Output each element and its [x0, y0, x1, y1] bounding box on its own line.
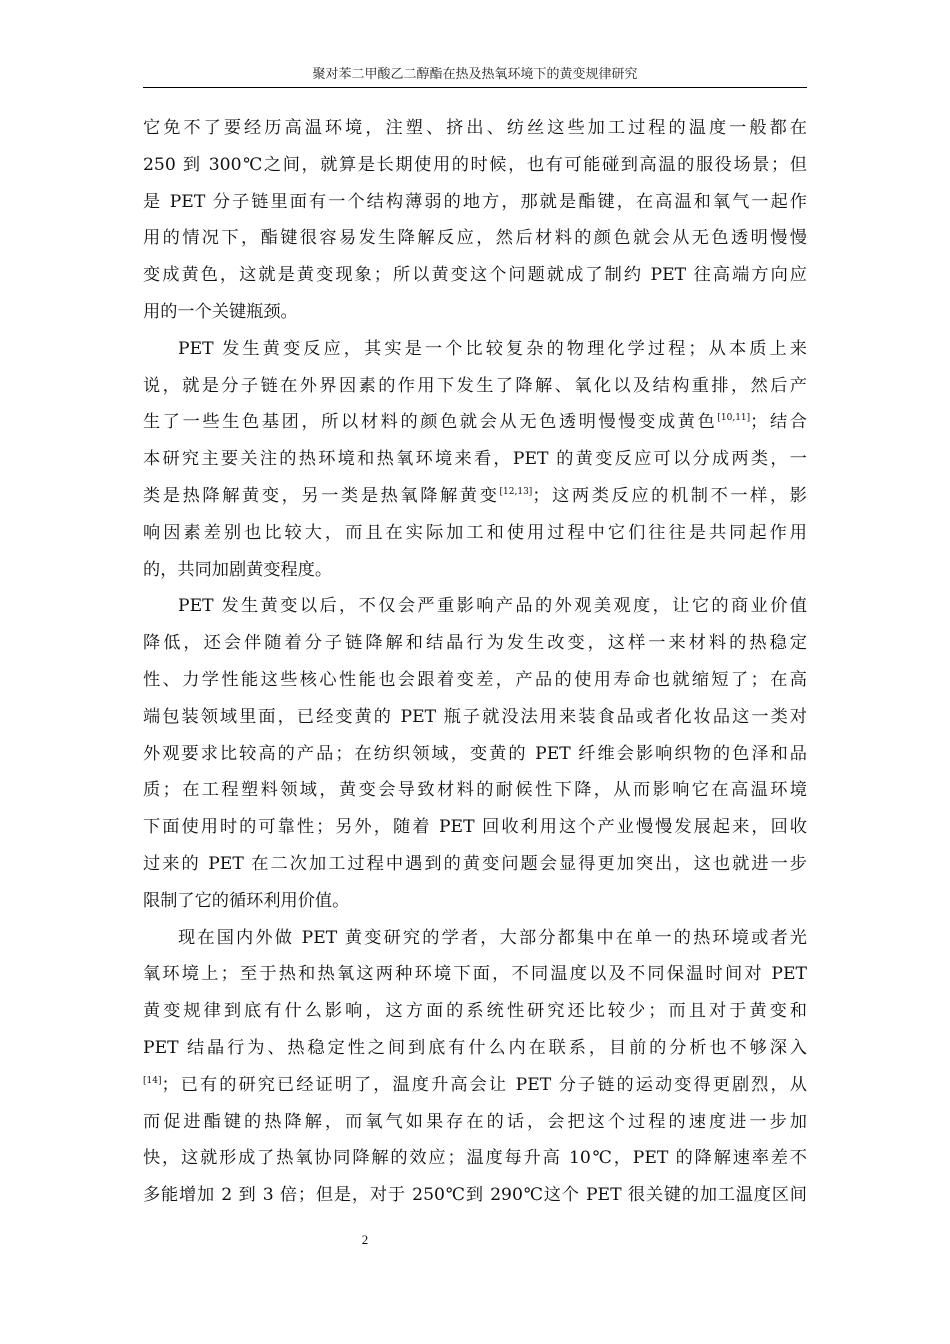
body-text [143, 110, 807, 1214]
text-line: 多能增加 2 到 3 倍；但是，对于 250℃到 290℃这个 PET 很关键的加工温度区间 [143, 1185, 807, 1206]
text-line-with-citation [143, 478, 807, 515]
text-line: 响因素差别也比较大，而且在实际加工和使用过程中它们往往是共同起作用 [143, 522, 807, 543]
text-line: 下面使用时的可靠性；另外，随着 PET 回收利用这个产业慢慢发展起来，回收 [143, 817, 807, 838]
text-line: 说，就是分子链在外界因素的作用下发生了降解、氧化以及结构重排，然后产 [143, 375, 807, 396]
text-line: 用的一个关键瓶颈。 [143, 301, 298, 322]
text-line-with-citation [143, 1067, 807, 1104]
page-number: 2 [361, 1232, 369, 1247]
line-text: ；结合 [750, 412, 807, 433]
text-line: 降低，还会伴随着分子链降解和结晶行为发生改变，这样一来材料的热稳定 [143, 633, 807, 654]
line-text: ；这两类反应的机制不一样，影 [532, 485, 807, 506]
running-header: 聚对苯二甲酸乙二醇酯在热及热氧环境下的黄变规律研究 [312, 67, 638, 82]
line-text: 生了一些生色基团，所以材料的颜色就会从无色透明慢慢变成黄色 [143, 412, 718, 433]
citation-ref: [10,11] [717, 413, 751, 424]
text-line: 用的情况下，酯键很容易发生降解反应，然后材料的颜色就会从无色透明慢慢 [143, 228, 807, 249]
text-line: 的，共同加剧黄变程度。 [143, 559, 333, 580]
line-text: ；已有的研究已经证明了，温度升高会让 PET 分子链的运动变得更剧烈，从 [161, 1074, 807, 1095]
text-line: 性、力学性能这些核心性能也会跟着变差，产品的使用寿命也就缩短了；在高 [143, 669, 807, 690]
text-line: 而促进酯键的热降解，而氧气如果存在的话，会把这个过程的速度进一步加 [143, 1111, 807, 1132]
text-line: PET 发生黄变以后，不仅会严重影响产品的外观美观度，让它的商业价值 [178, 596, 807, 617]
text-line: 端包装领域里面，已经变黄的 PET 瓶子就没法用来装食品或者化妆品这一类对 [143, 706, 807, 727]
text-line: PET 结晶行为、热稳定性之间到底有什么内在联系，目前的分析也不够深入 [143, 1037, 807, 1058]
text-line: 是 PET 分子链里面有一个结构薄弱的地方，那就是酯键，在高温和氧气一起作 [143, 191, 807, 212]
text-line: 外观要求比较高的产品；在纺织领域，变黄的 PET 纤维会影响织物的色泽和品 [143, 743, 807, 764]
text-line-with-citation [143, 404, 807, 441]
text-line: 现在国内外做 PET 黄变研究的学者，大部分都集中在单一的热环境或者光 [178, 927, 807, 948]
text-line: 250 到 300℃之间，就算是长期使用的时候，也有可能碰到高温的服役场景；但 [143, 154, 807, 175]
line-text: 类是热降解黄变，另一类是热氧降解黄变 [143, 485, 500, 506]
header-rule [143, 87, 807, 88]
text-line: 它免不了要经历高温环境，注塑、挤出、纺丝这些加工过程的温度一般都在 [143, 118, 807, 138]
text-line: 过来的 PET 在二次加工过程中遇到的黄变问题会显得更加突出，这也就进一步 [143, 853, 807, 874]
text-line: 变成黄色，这就是黄变现象；所以黄变这个问题就成了制约 PET 往高端方向应 [143, 265, 807, 286]
citation-ref: [12,13] [499, 486, 533, 497]
text-line: 本研究主要关注的热环境和热氧环境来看，PET 的黄变反应可以分成两类，一 [143, 449, 807, 470]
citation-ref: [14] [143, 1075, 162, 1086]
text-line: 质；在工程塑料领域，黄变会导致材料的耐候性下降，从而影响它在高温环境 [143, 780, 807, 801]
text-line: 限制了它的循环利用价值。 [143, 890, 350, 911]
text-line: 氧环境上；至于热和热氧这两种环境下面，不同温度以及不同保温时间对 PET [143, 964, 807, 985]
text-line: 快，这就形成了热氧协同降解的效应；温度每升高 10℃，PET 的降解速率差不 [143, 1148, 807, 1169]
text-line: 黄变规律到底有什么影响，这方面的系统性研究还比较少；而且对于黄变和 [143, 1001, 807, 1022]
text-line: PET 发生黄变反应，其实是一个比较复杂的物理化学过程；从本质上来 [178, 338, 807, 359]
